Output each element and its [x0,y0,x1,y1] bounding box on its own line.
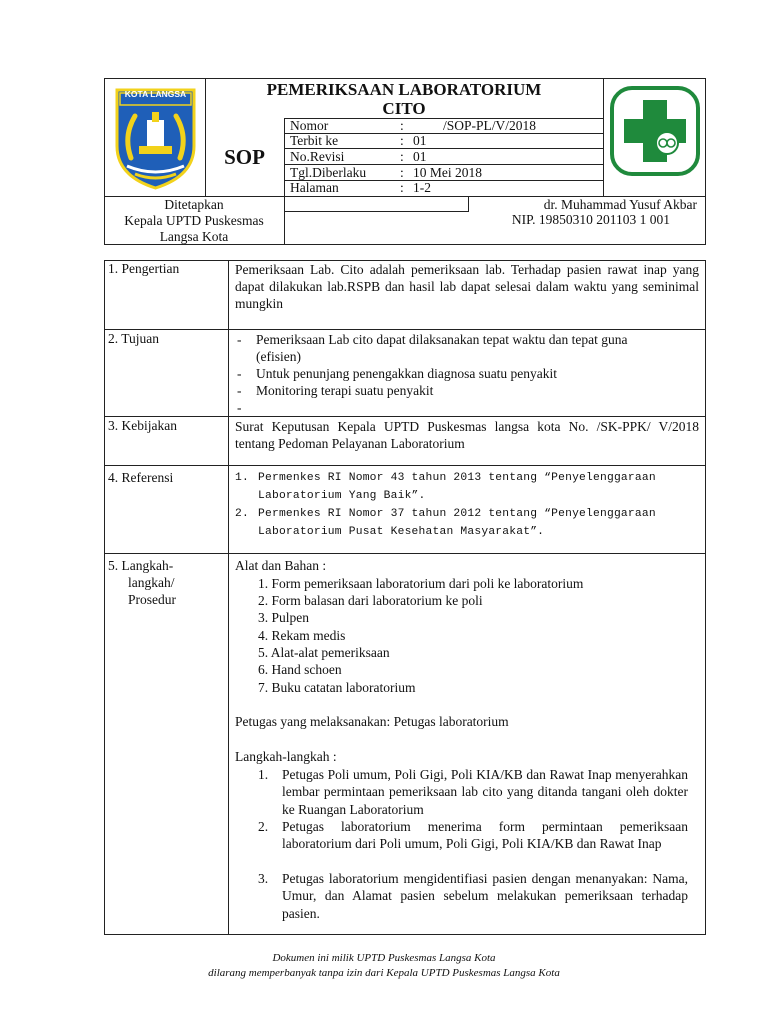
referensi-item: Permenkes RI Nomor 37 tahun 2012 tentang “Penyelenggaraan [258,508,656,520]
meta-label-revisi: No.Revisi [290,149,345,164]
footer-line2: dilarang memperbanyak tanpa izin dari Kepala UPTD Puskesmas Langsa Kota [208,967,560,979]
referensi-num: 2. [235,508,249,520]
referensi-item-cont: Laboratorium Pusat Kesehatan Masyarakat”. [258,526,545,538]
meta-label-terbit: Terbit ke [290,133,339,148]
tujuan-item: Pemeriksaan Lab cito dapat dilaksanakan tepat waktu dan tepat guna [256,332,628,347]
bullet-dash: - [237,383,242,398]
section-label-kebijakan: 3. Kebijakan [108,418,177,433]
alat-item: 3. Pulpen [258,610,310,625]
tujuan-item: (efisien) [256,349,301,364]
langkah-item: Petugas laboratorium menerima form permintaan pemeriksaan laboratorium dari Poli umum, Poli Gigi, Poli KIA/KB dan Rawat Inap [282,819,688,852]
meta-value-terbit: 01 [413,133,427,148]
meta-value-halaman: 1-2 [413,180,431,195]
langkah-heading: Langkah-langkah : [235,749,337,764]
section-label-prosedur: langkah/ [128,575,175,590]
divider [284,211,468,212]
signer-name: dr. Muhammad Yusuf Akbar [543,197,697,212]
column-divider [228,260,229,935]
referensi-num: 1. [235,472,249,484]
sop-label: SOP [224,145,265,169]
meta-value-nomor: /SOP-PL/V/2018 [443,118,537,133]
section-label-prosedur: Prosedur [128,592,176,607]
alat-heading: Alat dan Bahan : [235,558,327,573]
bullet-dash: - [237,366,242,381]
alat-item: 1. Form pemeriksaan laboratorium dari poli ke laboratorium [258,576,584,591]
meta-label-tgl: Tgl.Diberlaku [290,165,367,180]
alat-item: 5. Alat-alat pemeriksaan [258,645,390,660]
section-label-tujuan: 2. Tujuan [108,331,160,346]
alat-item: 6. Hand schoen [258,662,342,677]
bullet-dash: - [237,332,242,347]
pengertian-text: Pemeriksaan Lab. Cito adalah pemeriksaan lab. Terhadap pasien rawat inap yang dapat dilakukan lab.RSPB dan hasil lab dapat selesai dalam waktu yang seminimal mungkin [235,262,699,311]
doc-title-line1: PEMERIKSAAN LABORATORIUM [266,80,542,99]
doc-title-line2: CITO [382,99,426,118]
divider [284,118,285,245]
langkah-num: 2. [258,819,269,834]
section-label-referensi: 4. Referensi [108,470,174,485]
alat-item: 4. Rekam medis [258,628,346,643]
meta-value-revisi: 01 [413,149,427,164]
row-divider [104,465,706,466]
kota-langsa-logo [113,86,198,190]
signer-nip: NIP. 19850310 201103 1 001 [511,212,670,227]
row-divider [104,553,706,554]
ditetapkan-label: Ditetapkan [164,197,224,212]
meta-sep: : [400,165,404,180]
row-divider [104,329,706,330]
meta-sep: : [400,180,404,195]
tujuan-item: Untuk penunjang penengakkan diagnosa suatu penyakit [256,366,558,381]
meta-value-tgl: 10 Mei 2018 [413,165,482,180]
section-label-pengertian: 1. Pengertian [108,261,180,276]
section-label-prosedur: 5. Langkah- [108,558,174,573]
langkah-num: 1. [258,767,269,782]
meta-sep: : [400,133,404,148]
meta-label-nomor: Nomor [290,118,329,133]
logo-caption: KOTA LANGSA [124,89,187,99]
kota-label: Langsa Kota [159,229,229,244]
alat-item: 7. Buku catatan laboratorium [258,680,416,695]
langkah-item: Petugas laboratorium mengidentifiasi pasien dengan menanyakan: Nama, Umur, dan Alamat pasien sebelum melakukan pemeriksaan terhadap pasien. [282,871,688,921]
meta-label-halaman: Halaman [290,180,339,195]
divider [603,78,604,196]
meta-sep: : [400,149,404,164]
kepala-label: Kepala UPTD Puskesmas [124,213,264,228]
langkah-item: Petugas Poli umum, Poli Gigi, Poli KIA/KB dan Rawat Inap menyerahkan lembar permintaan pemeriksaan lab cito yang ditanda tangani oleh dokter ke Ruangan Laboratorium [282,767,688,817]
bullet-dash: - [237,400,242,415]
kebijakan-text: Surat Keputusan Kepala UPTD Puskesmas langsa kota No. /SK-PPK/ V/2018 tentang Pedoman Pelayanan Laboratorium [235,419,699,451]
referensi-item: Permenkes RI Nomor 43 tahun 2013 tentang “Penyelenggaraan [258,472,656,484]
footer-line1: Dokumen ini milik UPTD Puskesmas Langsa Kota [272,952,496,964]
petugas-text: Petugas yang melaksanakan: Petugas laboratorium [235,714,509,729]
tujuan-item: Monitoring terapi suatu penyakit [256,383,434,398]
referensi-item-cont: Laboratorium Yang Baik”. [258,490,426,502]
row-divider [104,416,706,417]
langkah-num: 3. [258,871,269,886]
puskesmas-logo [610,86,700,176]
meta-sep: : [400,118,404,133]
alat-item: 2. Form balasan dari laboratorium ke poli [258,593,483,608]
